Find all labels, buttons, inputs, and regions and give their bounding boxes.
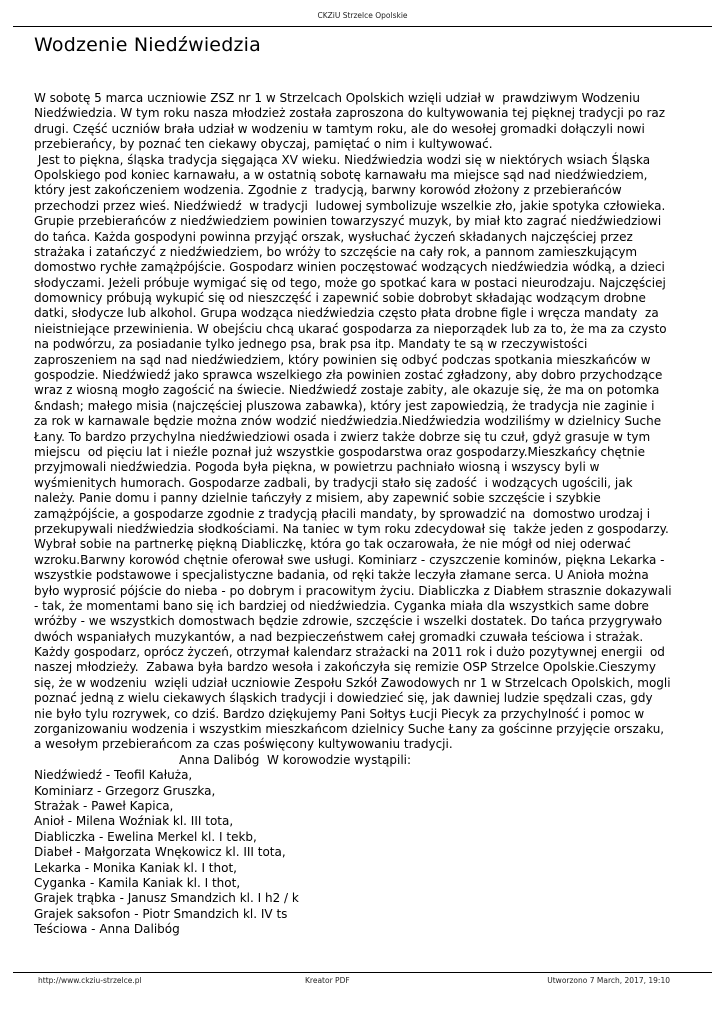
article-line: Diabliczka - Ewelina Merkel kl. I tekb, <box>34 829 257 844</box>
article-line: słodyczami. Jeżeli próbuje wymigać się od tego, może go spotkać kara w postaci nieurodzaju. Najczęściej <box>34 275 666 290</box>
article-line: Jest to piękna, śląska tradycja sięgająca XV wieku. Niedźwiedzia wodzi się w niektórych wsiach Śląska <box>34 152 651 167</box>
article-line: przyjmowali niedźwiedzia. Pogoda była piękna, w powietrzu pachniało wiosną i wszyscy byli w <box>34 460 600 475</box>
article-line: &ndash; małego misia (najczęściej pluszowa zabawka), który jest zapowiedzią, że tradycja nie zaginie i <box>34 398 655 413</box>
footer-url-link[interactable]: http://www.ckziu-strzelce.pl <box>38 976 142 985</box>
article-line: wzroku.Barwny korowód chętnie oferował swe usługi. Kominiarz - czyszczenie kominów, piękna Lekarka - <box>34 552 665 567</box>
article-line: nieistniejące przewinienia. W obejściu chcą ukarać gospodarza za nieporządek lub za to, że ma za czysto <box>34 321 667 336</box>
header-divider <box>13 26 712 27</box>
article-line: dwóch wspaniałych muzykantów, a nad bezpieczeństwem całej gromadki czuwała teściowa i strażak. <box>34 629 644 644</box>
footer-divider <box>13 972 712 973</box>
article-line: Grajek trąbka - Janusz Smandzich kl. I h2 / k <box>34 891 299 906</box>
article-line: Kominiarz - Grzegorz Gruszka, <box>34 783 216 798</box>
article-body <box>34 91 704 937</box>
article-line: Lekarka - Monika Kaniak kl. I thot, <box>34 860 237 875</box>
article-title: Wodzenie Niedźwiedzia <box>34 34 261 56</box>
article-line: naszej młodzieży. Zabawa była bardzo wesoła i zakończyła się remizie OSP Strzelce Opolskie.Cieszymy <box>34 660 656 675</box>
article-line: poznać jedną z wielu ciekawych śląskich tradycji i dowiedzieć się, jak dawniej ludzie spędzali czas, gdy <box>34 691 653 706</box>
article-line: Strażak - Paweł Kapica, <box>34 798 174 813</box>
article-line: Grajek saksofon - Piotr Smandzich kl. IV ts <box>34 906 288 921</box>
article-line: było wyprosić pójście do nieba - po dobrym i pracowitym życiu. Diabliczka z Diabłem strasznie dokazywali <box>34 583 672 598</box>
article-line: Wybrał sobie na partnerkę piękną Diabliczkę, która go tak oczarowała, że nie mógł od niej oderwać <box>34 537 631 552</box>
article-line: nie było tylu rozrywek, co dziś. Bardzo dziękujemy Pani Sołtys Łucji Piecyk za przychylność i pomoc w <box>34 706 645 721</box>
article-line: Diabeł - Małgorzata Wnękowicz kl. III tota, <box>34 845 286 860</box>
article-line: zaproszeniem na sąd nad niedźwiedziem, który powinien się odbyć podczas spotkania mieszkańców w <box>34 352 651 367</box>
article-line: - tak, że momentami bano się ich bardziej od niedźwiedzia. Cyganka miała dla wszystkich same dobre <box>34 598 649 613</box>
article-line: przebierańcy, by poznać ten ciekawy obyczaj, pamiętać o nim i kultywować. <box>34 137 493 152</box>
article-line: zamążpójście, a gospodarze zgodnie z tradycją płacili mandaty, by sprowadzić na domostwo urodzaj i <box>34 506 651 521</box>
article-line: Cyganka - Kamila Kaniak kl. I thot, <box>34 875 241 890</box>
article-line: Każdy gospodarz, oprócz życzeń, otrzymał kalendarz strażacki na 2011 rok i dużo pozytywnej energii od <box>34 645 665 660</box>
article-line: wszystkie podstawowe i specjalistyczne badania, od ręki także leczyła złamane serca. U Anioła można <box>34 568 649 583</box>
article-line: Niedźwiedzia. W tym roku nasza młodzież została zaproszona do kultywowania tej pięknej tradycji po raz <box>34 106 666 121</box>
article-line: przechodzi przez wieś. Niedźwiedź w tradycji ludowej symbolizuje wszelkie zło, jakie spotyka człowieka. <box>34 198 666 213</box>
article-line: drugi. Część uczniów brała udział w wodzeniu w tamtym roku, ale do wesołej gromadki dołączyli nowi <box>34 121 645 136</box>
article-line: W sobotę 5 marca uczniowie ZSZ nr 1 w Strzelcach Opolskich wzięli udział w prawdziwym Wodzeniu <box>34 91 640 105</box>
article-line: wróżby - we wszystkich domostwach będzie zdrowie, szczęście i wszelki dostatek. Do tańca przygrywało <box>34 614 663 629</box>
article-line: gospodzie. Niedźwiedź jako sprawca wszelkiego zła powinien zostać zgładzony, aby dobro przychodzące <box>34 368 663 383</box>
article-line: przekupywali niedźwiedzia słodkościami. Na taniec w tym roku zdecydował się także jeden z gospodarzy. <box>34 521 669 536</box>
article-line: miejscu od pięciu lat i nieźle poznał już wszystkie gospodarstwa oraz gospodarzy.Mieszkańcy chętnie <box>34 444 645 459</box>
article-line: domostwo rychłe zamążpójście. Gospodarz winien poczęstować wodzących niedźwiedzia wódką, a dzieci <box>34 260 665 275</box>
article-line: na podwórzu, za posiadanie tylko jednego psa, brak psa itp. Mandaty te są w rzeczywistości <box>34 337 588 352</box>
footer-created-date: Utworzono 7 March, 2017, 19:10 <box>547 976 670 985</box>
article-line: Grupie przebierańców z niedźwiedziem powinien towarzyszyć muzyk, by miał kto zagrać niedźwiedziowi <box>34 214 662 229</box>
page-header-site-name: CKZiU Strzelce Opolskie <box>317 11 408 20</box>
article-line: się, że w wodzeniu wzięli udział uczniowie Zespołu Szkół Zawodowych nr 1 w Strzelcach Opolskich, mogli <box>34 675 671 690</box>
article-line: za rok w karnawale będzie można znów wodzić niedźwiedzia.Niedźwiedzia wodziliśmy w dzielnicy Suche <box>34 414 662 429</box>
article-line: zorganizowaniu wodzenia i wszystkim mieszkańcom dzielnicy Suche Łany za gościnne przyjęcie orszaku, <box>34 722 665 737</box>
article-line: który jest zakończeniem wodzenia. Zgodnie z tradycją, barwny korowód złożony z przebierańców <box>34 183 622 198</box>
article-line: Teściowa - Anna Dalibóg <box>34 922 180 937</box>
article-line: Opolskiego pod koniec karnawału, a w ostatnią sobotę karnawału ma miejsce sąd nad niedźwiedziem, <box>34 167 648 182</box>
article-line: należy. Panie domu i panny dzielnie tańczyły z misiem, aby zapewnić sobie szczęście i szybkie <box>34 491 601 506</box>
article-line: Anna Dalibóg W korowodzie wystąpili: <box>34 752 412 767</box>
article-line: a wesołym przebierańcom za czas poświęcony kultywowaniu tradycji. <box>34 737 453 752</box>
article-line: wyśmienitych humorach. Gospodarze zadbali, by tradycji stało się zadość i wodzących ugościli, jak <box>34 475 633 490</box>
article-line: Niedźwiedź - Teofil Kałuża, <box>34 768 193 783</box>
article-line: Łany. To bardzo przychylna niedźwiedziowi osada i zwierz także dobrze się tu czuł, gdyż grasuje w tym <box>34 429 651 444</box>
article-line: Anioł - Milena Woźniak kl. III tota, <box>34 814 234 829</box>
article-line: strażaka i zatańczyć z niedźwiedziem, bo wróży to szczęście na cały rok, a pannom zamieszkującym <box>34 244 638 259</box>
article-line: domownicy próbują wykupić się od nieszczęść i zapewnić sobie dobrobyt składając wodzącym drobne <box>34 291 646 306</box>
article-line: do tańca. Każda gospodyni powinna przyjąć orszak, wysłuchać życzeń składanych najczęściej przez <box>34 229 633 244</box>
article-line: datki, słodycze lub alkohol. Grupa wodząca niedźwiedzia często płata drobne figle i wręcza mandaty za <box>34 306 659 321</box>
footer-generator: Kreator PDF <box>305 976 350 985</box>
article-line: wraz z wiosną mogło zagościć na świecie. Niedźwiedź zostaje zabity, ale okazuje się, że ma on potomka <box>34 383 660 398</box>
